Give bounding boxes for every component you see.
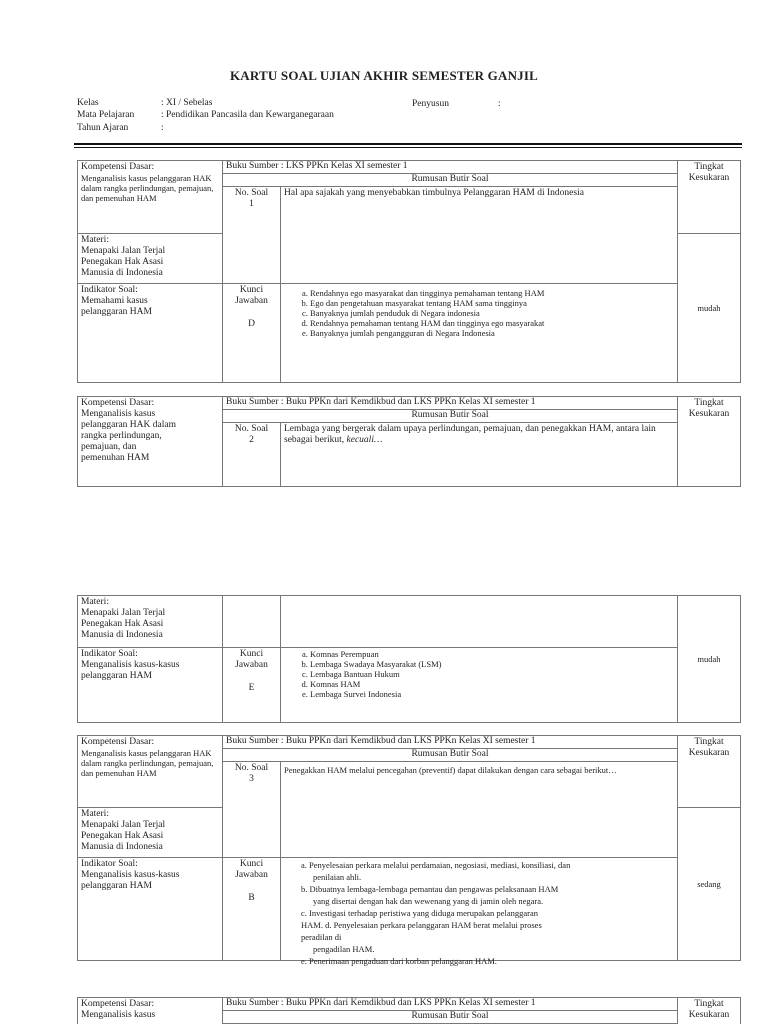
- rumusan-header: Rumusan Butir Soal: [222, 748, 678, 762]
- jawaban-label: Jawaban: [235, 870, 268, 880]
- materi-text: Menapaki Jalan Terjal Penegakan Hak Asasi Manusia di Indonesia: [81, 820, 166, 852]
- no-soal-label: No. Soal: [234, 763, 269, 773]
- question-italic: kecuali…: [346, 435, 383, 445]
- header-divider: [74, 143, 742, 145]
- kd-cell: [77, 396, 223, 487]
- kunci-value: B: [248, 893, 255, 903]
- buku-sumber: Buku Sumber : Buku PPKn dari Kemdikbud dan LKS PPKn Kelas XI semester 1: [222, 735, 678, 749]
- no-soal-label: No. Soal: [234, 188, 269, 198]
- option-d-cont2: pengadilan HAM.: [313, 944, 375, 954]
- kesukaran-label: Kesukaran: [688, 748, 730, 758]
- options-cell: [280, 857, 678, 966]
- tahun-value: :: [161, 123, 164, 133]
- no-soal-value: 3: [249, 774, 254, 784]
- option-e: e. Banyaknya jumlah pengangguran di Negara Indonesia: [310, 328, 674, 338]
- question-text: Hal apa sajakah yang menyebabkan timbulnya Pelanggaran HAM di Indonesia: [284, 188, 584, 198]
- kelas-value: : XI / Sebelas: [161, 98, 213, 108]
- indikator-cell: [77, 857, 223, 961]
- option-b-cont: yang disertai dengan hak dan wewenang yang di jamin oleh negara.: [313, 896, 544, 906]
- no-soal-empty: [222, 595, 281, 648]
- indikator-cell: [77, 647, 223, 723]
- kd-label: Kompetensi Dasar:: [81, 999, 155, 1009]
- tingkat-label: Tingkat: [694, 737, 724, 747]
- option-d: d. Komnas HAM: [310, 679, 674, 689]
- tingkat-header: [677, 160, 741, 234]
- kesukaran-label: Kesukaran: [688, 1010, 730, 1020]
- option-a: a. Komnas Perempuan: [310, 649, 674, 659]
- rumusan-header: Rumusan Butir Soal: [222, 1010, 678, 1024]
- option-d: d. Rendahnya pemahaman tentang HAM dan tingginya ego masyarakat: [310, 318, 674, 328]
- rumusan-header: Rumusan Butir Soal: [222, 173, 678, 187]
- tingkat-value: mudah: [677, 233, 741, 383]
- kunci-label: Kunci: [239, 859, 264, 869]
- no-soal-label: No. Soal: [234, 424, 269, 434]
- kelas-label: Kelas: [77, 98, 99, 108]
- option-c-d: HAM. d. Penyelesaian perkara pelanggaran HAM berat melalui proses: [301, 920, 542, 930]
- kd-text: Menganalisis kasus pelanggaran HAK dalam rangka perlindungan, pemajuan, dan pemenuhan HAM: [81, 748, 214, 778]
- kd-label: Kompetensi Dasar:: [81, 398, 155, 408]
- option-b: b. Dibuatnya lembaga-lembaga pemantau dan pengawas pelaksanaan HAM: [301, 884, 559, 894]
- jawaban-label: Jawaban: [235, 660, 268, 670]
- tingkat-label: Tingkat: [694, 162, 724, 172]
- option-e: e. Lembaga Survei Indonesia: [310, 689, 674, 699]
- jawaban-label: Jawaban: [235, 296, 268, 306]
- materi-text: Menapaki Jalan Terjal Penegakan Hak Asasi Manusia di Indonesia: [81, 246, 166, 278]
- indikator-cell: [77, 283, 223, 383]
- no-soal-value: 1: [249, 199, 254, 209]
- option-e: e. Penerimaan pengaduan dari korban pelanggaran HAM.: [301, 956, 497, 966]
- materi-label: Materi:: [81, 597, 109, 607]
- materi-cell: [77, 807, 223, 858]
- question-cell: [280, 761, 678, 858]
- question-card-1: [77, 160, 741, 383]
- kunci-cell: [222, 647, 281, 723]
- tahun-label: Tahun Ajaran: [77, 123, 129, 133]
- no-soal-cell: [222, 422, 281, 487]
- question-text: Penegakkan HAM melalui pencegahan (preventif) dapat dilakukan dengan cara sebagai berikut…: [284, 765, 617, 775]
- tingkat-value: sedang: [677, 807, 741, 961]
- penyusun-value: :: [498, 99, 501, 109]
- kunci-value: D: [248, 319, 255, 329]
- indikator-text: Menganalisis kasus-kasus pelanggaran HAM: [81, 870, 180, 891]
- penyusun-label: Penyusun: [412, 99, 449, 109]
- no-soal-value: 2: [249, 435, 254, 445]
- kunci-cell: [222, 283, 281, 383]
- option-d-cont: peradilan di: [301, 932, 342, 942]
- no-soal-cell: [222, 186, 281, 284]
- header-divider-thin: [74, 147, 742, 148]
- option-a: a. Penyelesaian perkara melalui perdamaian, negosiasi, mediasi, konsiliasi, dan: [301, 860, 571, 870]
- indikator-label: Indikator Soal:: [81, 859, 138, 869]
- indikator-text: Menganalisis kasus-kasus pelanggaran HAM: [81, 660, 180, 681]
- mapel-label: Mata Pelajaran: [77, 110, 135, 120]
- question-empty: [280, 595, 678, 648]
- tingkat-label: Tingkat: [694, 398, 724, 408]
- question-text: Lembaga yang bergerak dalam upaya perlindungan, pemajuan, dan penegakkan HAM, antara lain sebagai berikut,: [284, 424, 656, 445]
- option-a-cont: penilaian ahli.: [313, 872, 362, 882]
- kesukaran-label: Kesukaran: [688, 409, 730, 419]
- kunci-value: E: [248, 683, 255, 693]
- materi-text: Menapaki Jalan Terjal Penegakan Hak Asasi Manusia di Indonesia: [81, 608, 166, 640]
- tingkat-label: Tingkat: [694, 999, 724, 1009]
- option-c: c. Banyaknya jumlah penduduk di Negara indonesia: [310, 308, 674, 318]
- kd-cell: [77, 997, 223, 1024]
- option-a: a. Rendahnya ego masyarakat dan tingginya pemahaman tentang HAM: [310, 288, 674, 298]
- mapel-value: : Pendidikan Pancasila dan Kewarganegaraan: [161, 110, 334, 120]
- kd-label: Kompetensi Dasar:: [81, 737, 155, 747]
- indikator-label: Indikator Soal:: [81, 649, 138, 659]
- option-c: c. Lembaga Bantuan Hukum: [310, 669, 674, 679]
- materi-label: Materi:: [81, 235, 109, 245]
- kd-text: Menganalisis kasus pelanggaran HAK dalam rangka perlindungan, pemajuan, dan pemenuhan HAM: [81, 173, 214, 203]
- question-card-2: [77, 396, 741, 487]
- kunci-label: Kunci: [239, 649, 264, 659]
- kd-label: Kompetensi Dasar:: [81, 162, 155, 172]
- question-cell: [280, 186, 678, 284]
- kunci-cell: [222, 857, 281, 961]
- tingkat-header: [677, 396, 741, 487]
- buku-sumber: Buku Sumber : Buku PPKn dari Kemdikbud dan LKS PPKn Kelas XI semester 1: [222, 396, 678, 410]
- indikator-label: Indikator Soal:: [81, 285, 138, 295]
- kd-text: Menganalisis kasus pelanggaran HAK dalam rangka perlindungan, pemajuan, dan pemenuhan HAM: [81, 409, 176, 463]
- question-card-3: [77, 735, 741, 966]
- no-soal-cell: [222, 761, 281, 858]
- materi-cell: [77, 233, 223, 284]
- tingkat-header: [677, 735, 741, 808]
- kd-text: Menganalisis kasus: [81, 1010, 156, 1020]
- question-card-2-continued: [77, 595, 741, 723]
- option-c: c. Investigasi terhadap peristiwa yang diduga merupakan pelanggaran: [301, 908, 538, 918]
- kesukaran-label: Kesukaran: [688, 173, 730, 183]
- materi-label: Materi:: [81, 809, 109, 819]
- rumusan-header: Rumusan Butir Soal: [222, 409, 678, 423]
- options-cell: [280, 647, 678, 723]
- options-cell: [280, 283, 678, 383]
- tingkat-header: [677, 997, 741, 1024]
- tingkat-value: mudah: [677, 595, 741, 723]
- page-title: KARTU SOAL UJIAN AKHIR SEMESTER GANJIL: [229, 68, 538, 83]
- buku-sumber: Buku Sumber : Buku PPKn dari Kemdikbud dan LKS PPKn Kelas XI semester 1: [222, 997, 678, 1011]
- kunci-label: Kunci: [239, 285, 264, 295]
- question-cell: [280, 422, 678, 487]
- indikator-text: Memahami kasus pelanggaran HAM: [81, 296, 152, 317]
- question-card-4: [77, 997, 741, 1024]
- buku-sumber: Buku Sumber : LKS PPKn Kelas XI semester 1: [222, 160, 678, 174]
- materi-cell: [77, 595, 223, 648]
- kd-cell: [77, 160, 223, 234]
- option-b: b. Lembaga Swadaya Masyarakat (LSM): [310, 659, 674, 669]
- option-b: b. Ego dan pengetahuan masyarakat tentang HAM sama tingginya: [310, 298, 674, 308]
- kd-cell: [77, 735, 223, 808]
